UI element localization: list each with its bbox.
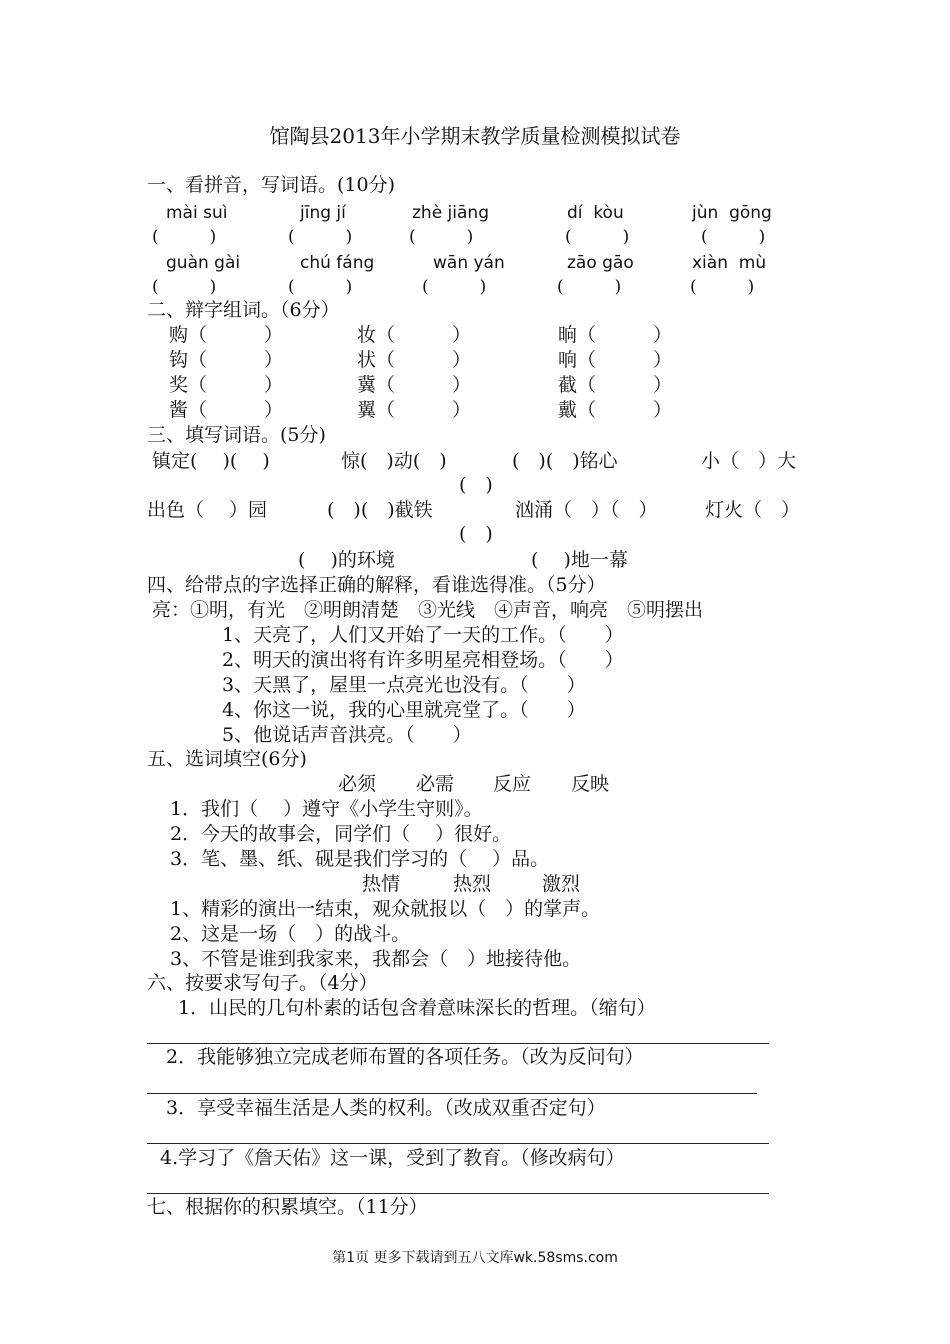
section-2-heading: 二、辩字组词。（6分） bbox=[147, 299, 340, 321]
word-choice: 必须 bbox=[338, 773, 377, 795]
answer-blank[interactable]: ( ) bbox=[409, 227, 474, 247]
fill-item: 小（ ）大 bbox=[701, 450, 797, 472]
word-item: 钩（ ） bbox=[169, 349, 284, 371]
fill-item: ( ) bbox=[459, 474, 493, 496]
fill-item: 出色（ ）园 bbox=[147, 499, 268, 521]
word-item: 翼（ ） bbox=[357, 399, 472, 421]
pinyin: xiàn mù bbox=[692, 253, 767, 273]
fill-item: 灯火（ ） bbox=[705, 499, 801, 521]
question-item: 1．我们（ ）遵守《小学生守则》。 bbox=[170, 798, 483, 820]
pinyin: mài suì bbox=[166, 203, 228, 223]
section-4-heading: 四、给带点的字选择正确的解释，看谁选得准。（5分） bbox=[147, 574, 606, 596]
pinyin: chú fáng bbox=[300, 253, 375, 273]
question-item: 1、精彩的演出一结束，观众就报以（ ）的掌声。 bbox=[170, 898, 601, 920]
pinyin: jīng jí bbox=[300, 203, 346, 223]
question-item: 3、天黑了，屋里一点亮光也没有。（ ） bbox=[222, 674, 586, 696]
answer-blank[interactable]: ( ) bbox=[565, 227, 630, 247]
question-item: 5、他说话声音洪亮。（ ） bbox=[222, 724, 472, 746]
word-choice: 必需 bbox=[416, 773, 455, 795]
word-item: 奖（ ） bbox=[169, 374, 284, 396]
pinyin: wān yán bbox=[433, 253, 505, 273]
section-1-heading: 一、看拼音，写词语。(10分) bbox=[147, 174, 396, 196]
word-choice: 热情 bbox=[362, 873, 401, 895]
fill-item: 汹涌（ ）（ ） bbox=[515, 499, 658, 521]
pinyin: guàn gài bbox=[166, 253, 241, 273]
word-choice: 热烈 bbox=[453, 873, 492, 895]
word-item: 冀（ ） bbox=[357, 374, 472, 396]
fill-item: ( )( )铭心 bbox=[512, 450, 618, 472]
question-item: 2．今天的故事会，同学们（ ）很好。 bbox=[170, 823, 512, 845]
question-item: 3、不管是谁到我家来，我都会（ ）地接待他。 bbox=[170, 948, 582, 970]
pinyin: zhè jiāng bbox=[412, 203, 489, 223]
answer-line[interactable] bbox=[147, 1093, 757, 1094]
word-item: 酱（ ） bbox=[169, 399, 284, 421]
answer-blank[interactable]: ( ) bbox=[701, 227, 766, 247]
fill-item: 镇定( )( ) bbox=[152, 450, 270, 472]
word-choice: 反应 bbox=[493, 773, 532, 795]
question-item: 3．笔、墨、纸、砚是我们学习的（ ）品。 bbox=[170, 848, 550, 870]
answer-blank[interactable]: ( ) bbox=[422, 277, 487, 297]
answer-blank[interactable]: ( ) bbox=[288, 227, 353, 247]
answer-line[interactable] bbox=[147, 1193, 769, 1194]
section-6-heading: 六、按要求写句子。（4分） bbox=[147, 972, 378, 994]
word-item: 截（ ） bbox=[558, 374, 673, 396]
question-item: 1、天亮了，人们又开始了一天的工作。（ ） bbox=[222, 624, 624, 646]
pinyin: dí kòu bbox=[567, 203, 624, 223]
question-item: 2．我能够独立完成老师布置的各项任务。（改为反问句） bbox=[166, 1046, 644, 1068]
answer-blank[interactable]: ( ) bbox=[152, 277, 217, 297]
fill-item: ( )地一幕 bbox=[531, 549, 628, 571]
fill-item: ( )( )截铁 bbox=[327, 499, 433, 521]
section-7-heading: 七、根据你的积累填空。（11分） bbox=[147, 1196, 428, 1218]
question-item: 1．山民的几句朴素的话包含着意味深长的哲理。（缩句） bbox=[178, 997, 656, 1019]
answer-line[interactable] bbox=[147, 1043, 769, 1044]
answer-blank[interactable]: ( ) bbox=[152, 227, 217, 247]
question-item: 2、这是一场（ ）的战斗。 bbox=[170, 923, 411, 945]
section-5-heading: 五、选词填空(6分) bbox=[147, 748, 307, 770]
answer-blank[interactable]: ( ) bbox=[557, 277, 622, 297]
answer-blank[interactable]: ( ) bbox=[690, 277, 755, 297]
word-choice: 反映 bbox=[571, 773, 610, 795]
definition-options: 亮：①明，有光 ②明朗清楚 ③光线 ④声音，响亮 ⑤明摆出 bbox=[152, 599, 704, 621]
section-3-heading: 三、填写词语。(5分) bbox=[147, 424, 326, 446]
word-item: 购（ ） bbox=[169, 324, 284, 346]
fill-item: ( ) bbox=[459, 523, 493, 545]
answer-line[interactable] bbox=[147, 1143, 769, 1144]
word-item: 晌（ ） bbox=[558, 324, 673, 346]
answer-blank[interactable]: ( ) bbox=[288, 277, 353, 297]
pinyin: jùn gōng bbox=[692, 203, 772, 223]
page-footer: 第1页 更多下载请到五八文库wk.58sms.com bbox=[332, 1250, 618, 1266]
word-item: 响（ ） bbox=[558, 349, 673, 371]
word-item: 妆（ ） bbox=[357, 324, 472, 346]
word-choice: 激烈 bbox=[542, 873, 581, 895]
fill-item: 惊( )动( ) bbox=[341, 450, 447, 472]
question-item: 2、明天的演出将有许多明星亮相登场。（ ） bbox=[222, 649, 624, 671]
question-item: 3．享受幸福生活是人类的权利。（改成双重否定句） bbox=[166, 1097, 606, 1119]
word-item: 戴（ ） bbox=[558, 399, 673, 421]
fill-item: ( )的环境 bbox=[298, 549, 395, 571]
question-item: 4.学习了《詹天佑》这一课，受到了教育。（修改病句） bbox=[160, 1147, 625, 1169]
pinyin: zāo gāo bbox=[567, 253, 634, 273]
page-title: 馆陶县2013年小学期末教学质量检测模拟试卷 bbox=[269, 124, 681, 148]
question-item: 4、你这一说，我的心里就亮堂了。（ ） bbox=[222, 699, 586, 721]
word-item: 状（ ） bbox=[357, 349, 472, 371]
